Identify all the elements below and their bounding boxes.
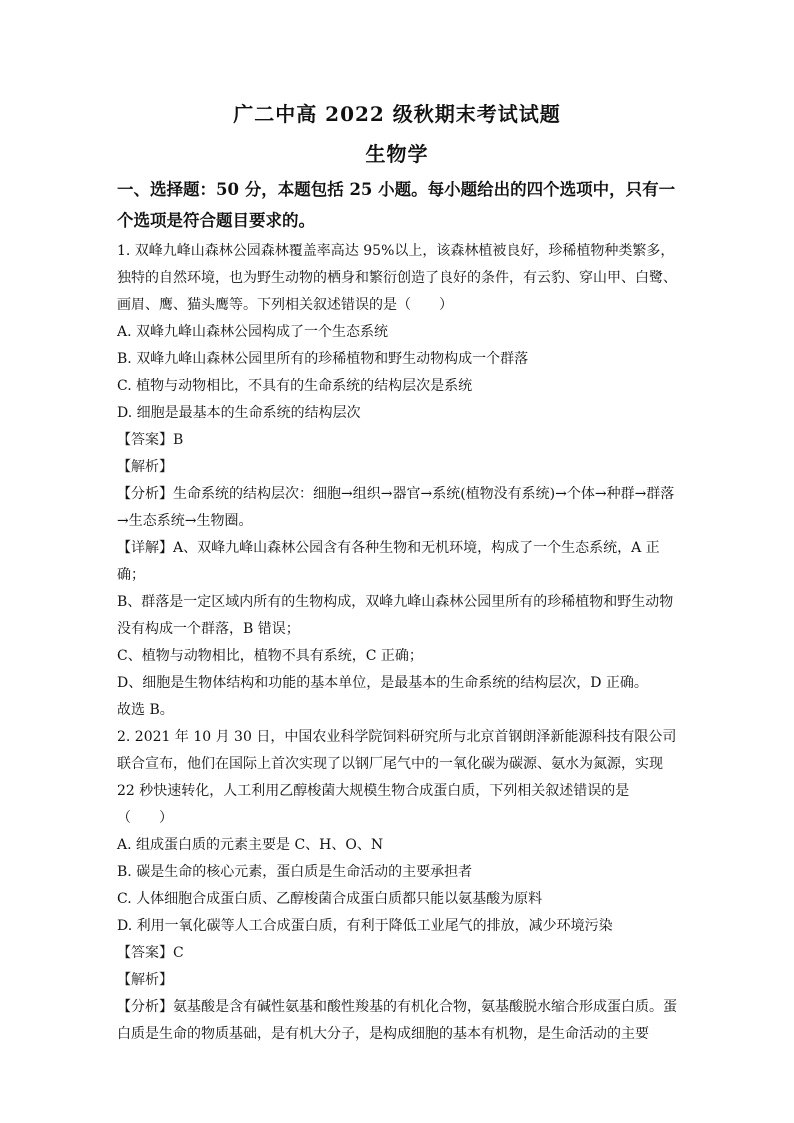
question-2-option-d: D. 利用一氧化碳等人工合成蛋白质，有利于降低工业尾气的排放，减少环境污染 bbox=[117, 918, 613, 934]
question-1-fenxi: 【分析】生命系统的结构层次：细胞→组织→器官→系统(植物没有系统)→个体→种群→群落→生态系统→生物圈。 bbox=[117, 486, 675, 529]
section-heading: 一、选择题：50 分，本题包括 25 小题。每小题给出的四个选项中，只有一个选项是符合题目要求的。 bbox=[117, 180, 676, 230]
exam-title: 广二中高 2022 级秋期末考试试题 bbox=[233, 102, 561, 126]
question-1-xiangjie-d: D、细胞是生物体结构和功能的基本单位，是最基本的生命系统的结构层次，D 正确。 bbox=[117, 675, 648, 691]
question-2-fenxi: 【分析】氨基酸是含有碱性氨基和酸性羧基的有机化合物，氨基酸脱水缩合形成蛋白质。蛋白质是生命的物质基础，是有机大分子，是构成细胞的基本有机物，是生命活动的主要 bbox=[117, 999, 677, 1042]
question-1-analysis-label: 【解析】 bbox=[117, 459, 173, 475]
question-content bbox=[117, 238, 677, 1048]
question-2-answer: 【答案】C bbox=[117, 945, 184, 961]
question-2-option-c: C. 人体细胞合成蛋白质、乙醇梭菌合成蛋白质都只能以氨基酸为原料 bbox=[117, 891, 543, 907]
question-1-conclusion: 故选 B。 bbox=[117, 702, 174, 718]
question-2-option-b: B. 碳是生命的核心元素，蛋白质是生命活动的主要承担者 bbox=[117, 864, 473, 880]
question-1-option-a: A. 双峰九峰山森林公园构成了一个生态系统 bbox=[117, 324, 389, 340]
question-1-stem: 1. 双峰九峰山森林公园森林覆盖率高达 95%以上，该森林植被良好，珍稀植物种类繁多，独特的自然环境，也为野生动物的栖身和繁衍创造了良好的条件，有云豹、穿山甲、白鹭、画眉、鹰、猫头鹰等。下列相关叙述错误的是（ ） bbox=[117, 243, 677, 313]
question-2-stem: 2. 2021 年 10 月 30 日，中国农业科学院饲料研究所与北京首钢朗泽新能源科技有限公司联合宣布，他们在国际上首次实现了以钢厂尾气中的一氧化碳为碳源、氨水为氮源，实现 22 秒快速转化，人工利用乙醇梭菌大规模生物合成蛋白质，下列相关叙述错误的是（ ） bbox=[117, 729, 677, 826]
exam-subject: 生物学 bbox=[365, 142, 429, 166]
question-1-xiangjie-b: B、群落是一定区域内所有的生物构成，双峰九峰山森林公园里所有的珍稀植物和野生动物没有构成一个群落，B 错误； bbox=[117, 594, 674, 637]
question-1-xiangjie-a: 【详解】A、双峰九峰山森林公园含有各种生物和无机环境，构成了一个生态系统，A 正确； bbox=[117, 540, 660, 583]
question-1-xiangjie-c: C、植物与动物相比，植物不具有系统，C 正确； bbox=[117, 648, 423, 664]
question-1-option-d: D. 细胞是最基本的生命系统的结构层次 bbox=[117, 405, 361, 421]
question-1-option-b: B. 双峰九峰山森林公园里所有的珍稀植物和野生动物构成一个群落 bbox=[117, 351, 529, 367]
question-1-option-c: C. 植物与动物相比，不具有的生命系统的结构层次是系统 bbox=[117, 378, 473, 394]
question-1-answer: 【答案】B bbox=[117, 432, 184, 448]
question-2-option-a: A. 组成蛋白质的元素主要是 C、H、O、N bbox=[117, 837, 384, 853]
question-2-analysis-label: 【解析】 bbox=[117, 972, 173, 988]
